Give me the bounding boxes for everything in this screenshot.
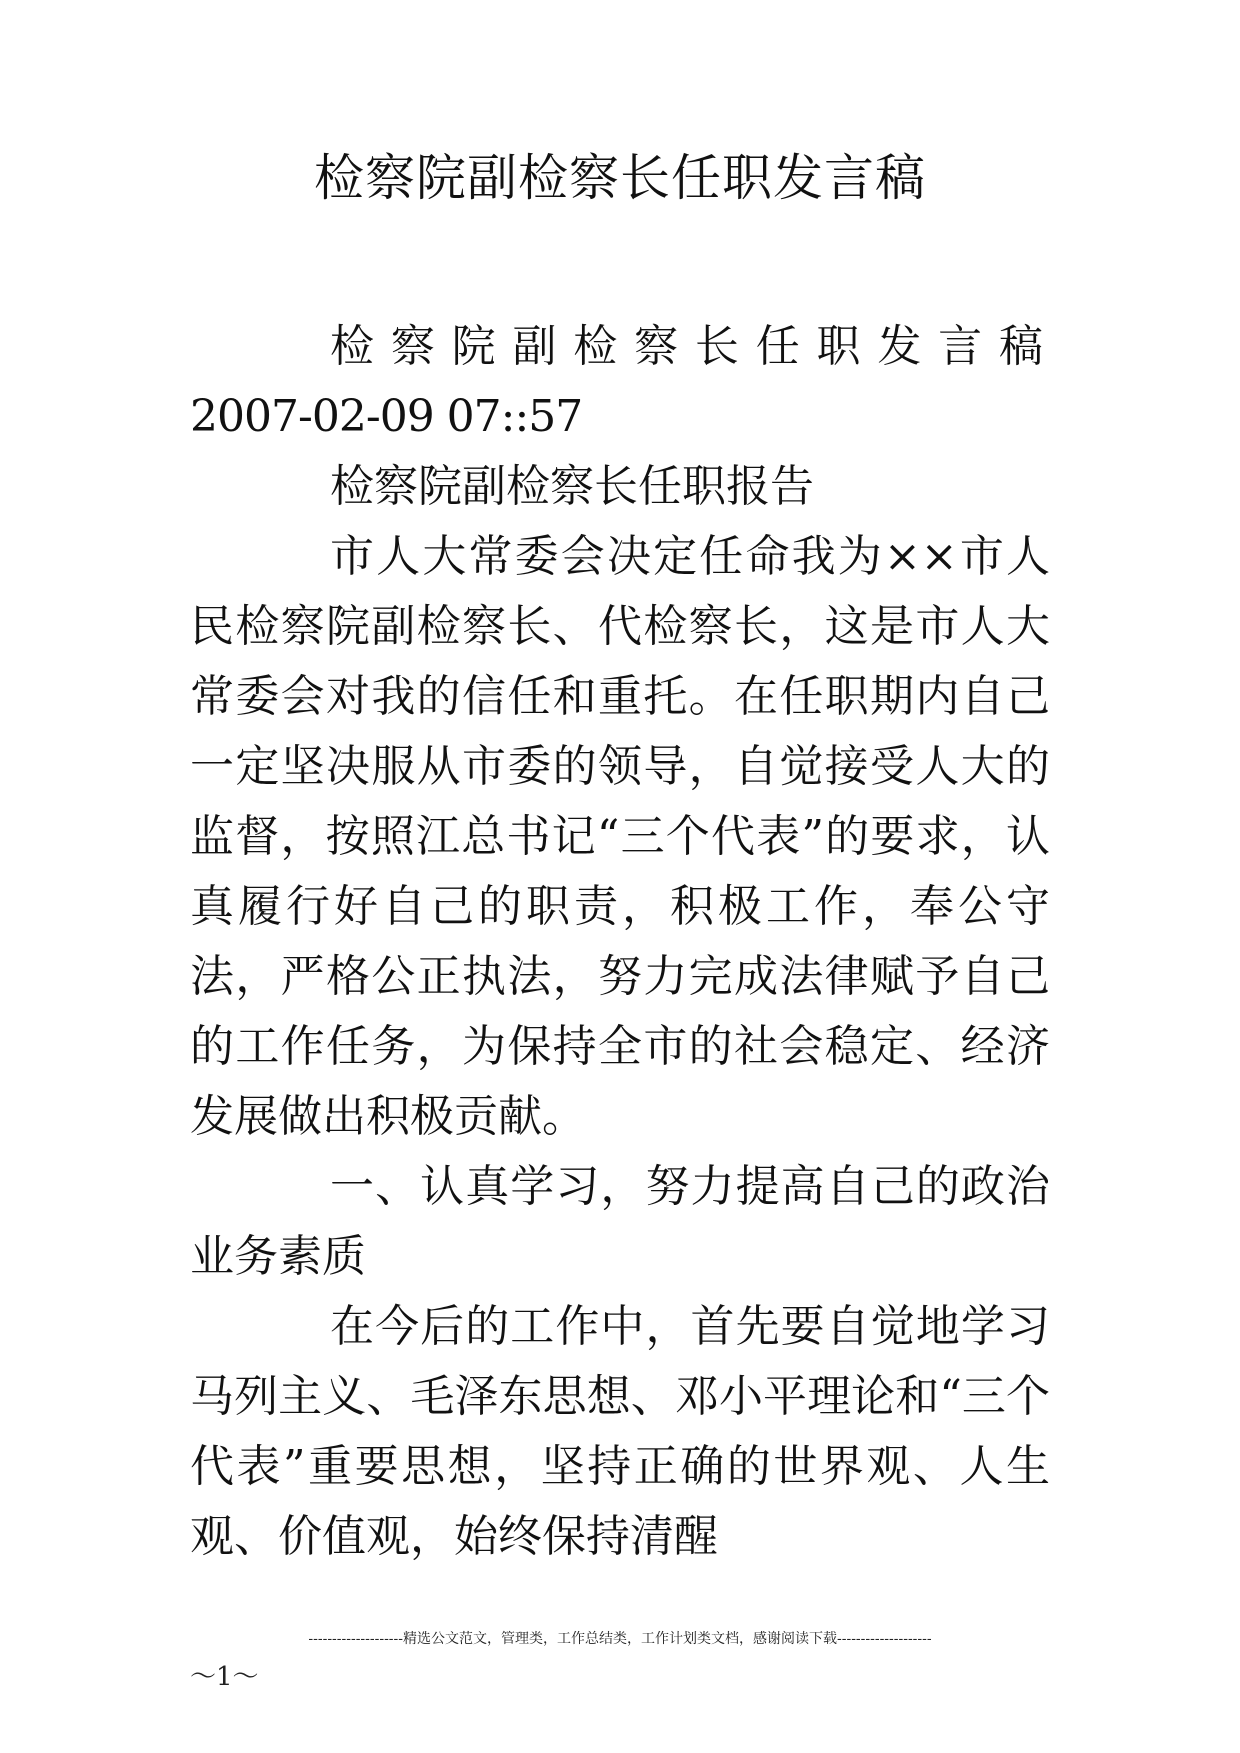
section-heading-1: 一、认真学习，努力提高自己的政治业务素质 xyxy=(190,1161,1050,1282)
document-title: 检察院副检察长任职发言稿 xyxy=(314,149,926,207)
header-line: 检察院副检察长任职发言稿 xyxy=(330,321,1050,372)
page-number: ～1～ xyxy=(190,1662,259,1692)
report-subtitle: 检察院副检察长任职报告 xyxy=(330,461,814,512)
date-line: 2007-02-09 07::57 xyxy=(190,391,583,442)
paragraph-study: 在今后的工作中，首先要自觉地学习马列主义、毛泽东思想、邓小平理论和“三个代表”重要思想，坚持正确的世界观、人生观、价值观，始终保持清醒 xyxy=(190,1301,1050,1562)
footer-banner: --------------------精选公文范文，管理类，工作总结类，工作计划类文档，感谢阅读下载-------------------- xyxy=(308,1631,932,1647)
paragraph-appointment: 市人大常委会决定任命我为××市人民检察院副检察长、代检察长，这是市人大常委会对我的信任和重托。在任职期内自己一定坚决服从市委的领导，自觉接受人大的监督，按照江总书记“三个代表”的要求，认真履行好自己的职责，积极工作，奉公守法，严格公正执法，努力完成法律赋予自己的工作任务，为保持全市的社会稳定、经济发展做出积极贡献。 xyxy=(190,531,1050,1142)
document-body xyxy=(190,312,1050,1572)
